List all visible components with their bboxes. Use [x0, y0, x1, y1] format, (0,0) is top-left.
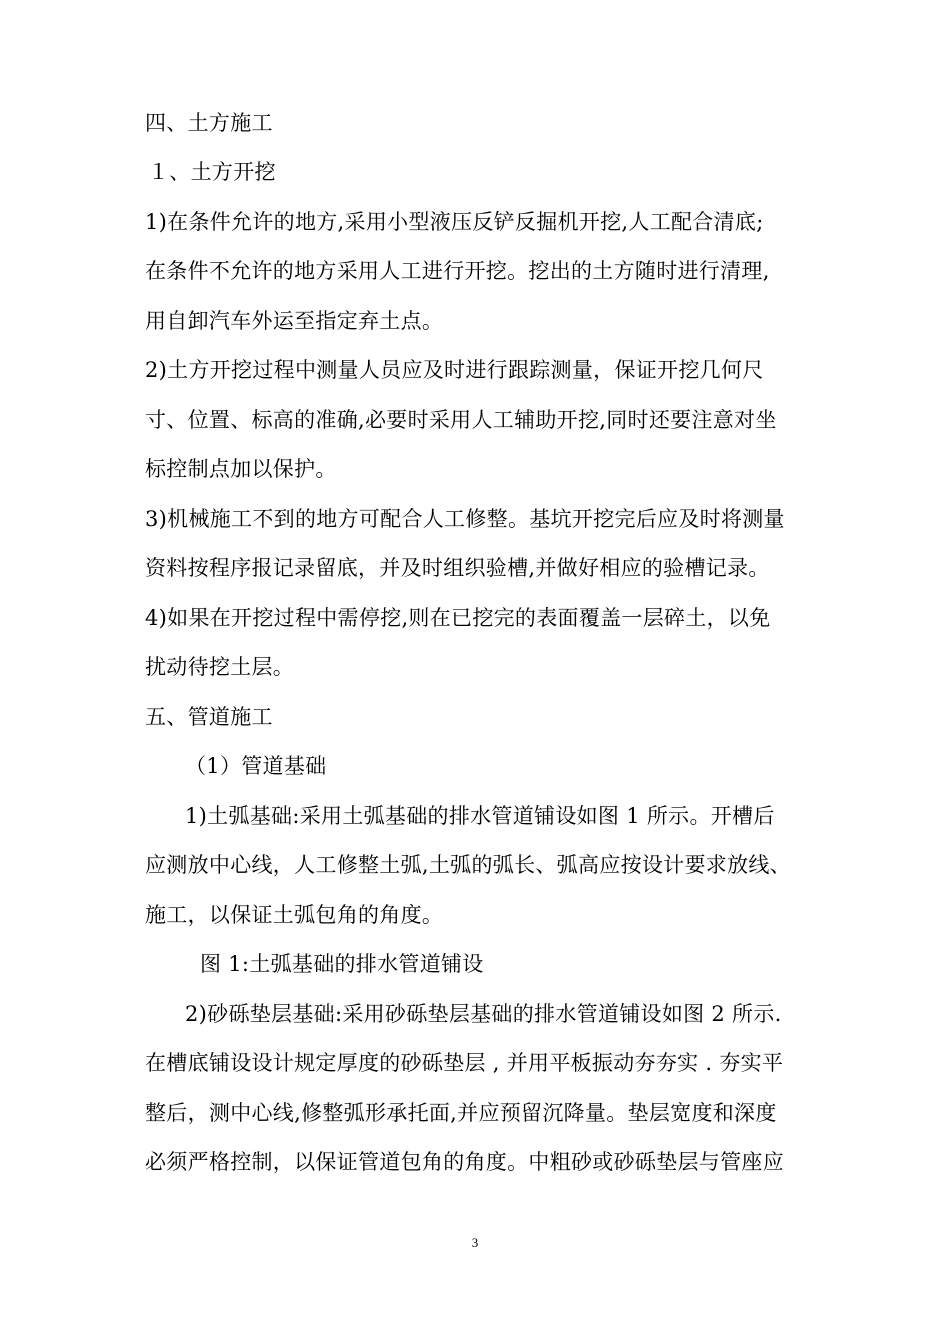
paragraph-line: 1)土弧基础:采用土弧基础的排水管道铺设如图 1 所示。开槽后 [185, 804, 775, 828]
paragraph-line: 整后，测中心线,修整弧形承托面,并应预留沉降量。垫层宽度和深度 [145, 1101, 777, 1125]
section-heading-earthwork: 四、土方施工 [145, 111, 273, 135]
paragraph-line: 施工，以保证土弧包角的角度。 [145, 903, 444, 927]
paragraph-line: 2)砂砾垫层基础:采用砂砾垫层基础的排水管道铺设如图 2 所示. [185, 1002, 782, 1026]
figure-caption: 图 1:土弧基础的排水管道铺设 [200, 952, 484, 976]
section-heading-pipeline: 五、管道施工 [145, 705, 273, 729]
subsection-heading-excavation: １、土方开挖 [148, 160, 276, 184]
subsection-heading-pipe-foundation: （1）管道基础 [185, 754, 327, 778]
paragraph-line: 在槽底铺设设计规定厚度的砂砾垫层 , 并用平板振动夯夯实 . 夯实平 [145, 1051, 784, 1075]
page-number: 3 [471, 1235, 479, 1250]
paragraph-line: 标控制点加以保护。 [145, 457, 337, 481]
paragraph-line: 用自卸汽车外运至指定弃土点。 [145, 309, 444, 333]
paragraph-line: 资料按程序报记录留底，并及时组织验槽,并做好相应的验槽记录。 [145, 556, 770, 580]
paragraph-line: 扰动待挖土层。 [145, 655, 295, 679]
paragraph-line: 3)机械施工不到的地方可配合人工修整。基坑开挖完后应及时将测量 [145, 507, 785, 531]
paragraph-line: 必须严格控制，以保证管道包角的角度。中粗砂或砂砾垫层与管座应 [145, 1150, 784, 1174]
paragraph-line: 在条件不允许的地方采用人工进行开挖。挖出的土方随时进行清理, [145, 259, 770, 283]
paragraph-line: 寸、位置、标高的准确,必要时采用人工辅助开挖,同时还要注意对坐 [145, 408, 777, 432]
paragraph-line: 4)如果在开挖过程中需停挖,则在已挖完的表面覆盖一层碎土，以免 [145, 606, 771, 630]
paragraph-line: 2)土方开挖过程中测量人员应及时进行跟踪测量，保证开挖几何尺 [145, 358, 764, 382]
paragraph-line: 1)在条件允许的地方,采用小型液压反铲反掘机开挖,人工配合清底; [145, 210, 764, 234]
paragraph-line: 应测放中心线，人工修整土弧,土弧的弧长、弧高应按设计要求放线、 [145, 853, 791, 877]
